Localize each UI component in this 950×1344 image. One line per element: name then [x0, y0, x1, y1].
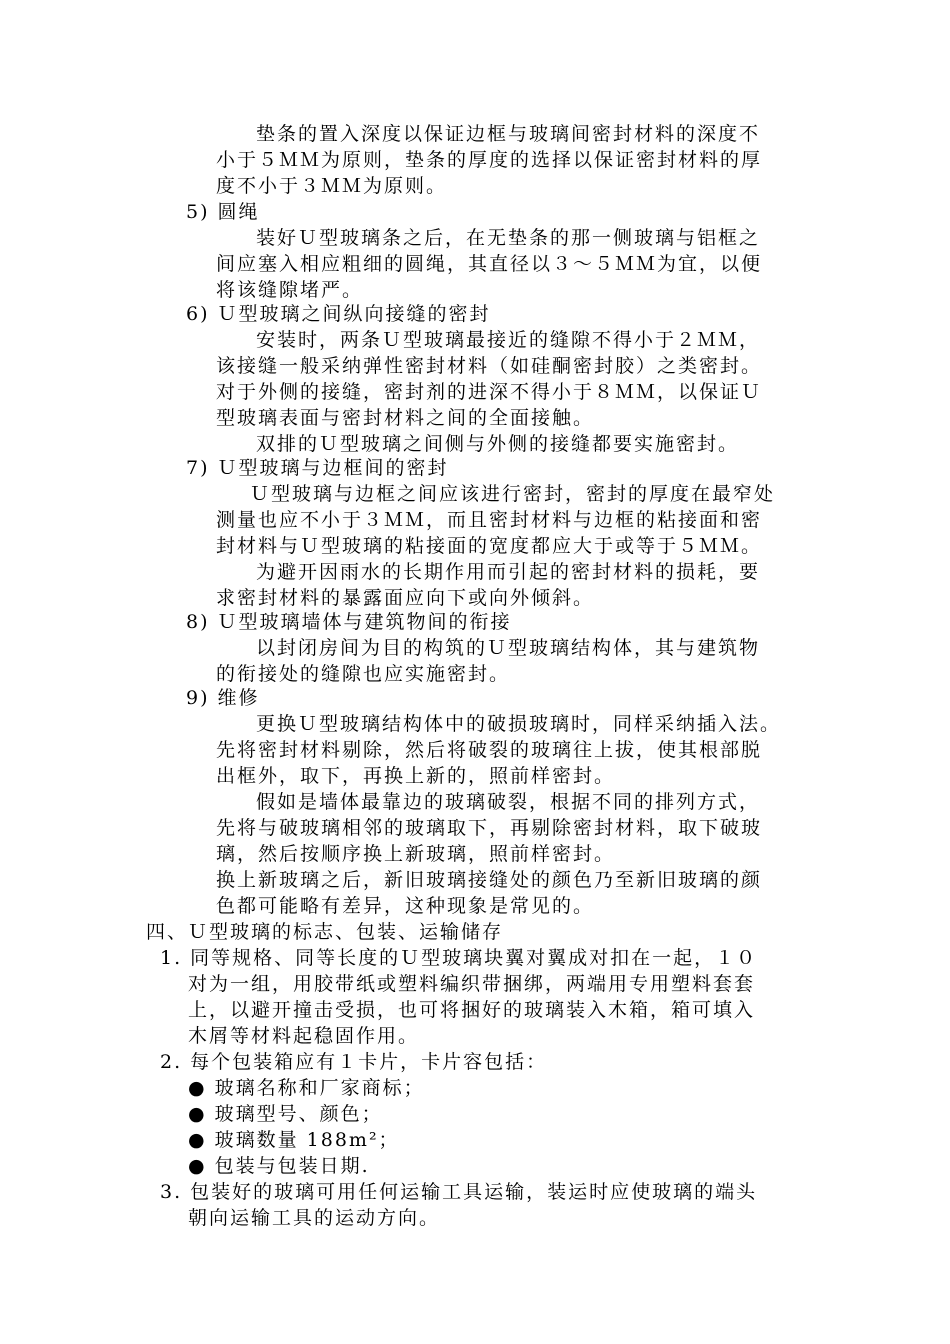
text-line: 假如是墙体最靠边的玻璃破裂，根据不同的排列方式， [256, 791, 761, 813]
subheading: 8) Ｕ型玻璃墙体与建筑物间的衔接 [186, 611, 512, 633]
subheading: 7) Ｕ型玻璃与边框间的密封 [186, 457, 449, 479]
text-line: 封材料与Ｕ型玻璃的粘接面的宽度都应大于或等于５ＭＭ。 [216, 535, 763, 557]
bullet-item: ● 玻璃数量 188m²； [188, 1129, 400, 1151]
text-line: 璃，然后按顺序换上新玻璃，照前样密封。 [216, 843, 616, 865]
subheading: 5) 圆绳 [186, 201, 260, 223]
text-line: 小于５ＭＭ为原则，垫条的厚度的选择以保证密封材料的厚 [216, 149, 763, 171]
numbered-item: 2. 每个包装箱应有１卡片，卡片容包括： [160, 1051, 548, 1073]
text-line: 测量也应不小于３ＭＭ，而且密封材料与边框的粘接面和密 [216, 509, 763, 531]
section-heading: 四、Ｕ型玻璃的标志、包装、运输储存 [146, 921, 504, 943]
text-line: 木屑等材料起稳固作用。 [188, 1025, 420, 1047]
text-line: 以封闭房间为目的构筑的Ｕ型玻璃结构体，其与建筑物 [256, 637, 761, 659]
numbered-item: 3. 包装好的玻璃可用任何运输工具运输，装运时应使玻璃的端头 [160, 1181, 758, 1203]
text-line: 为避开因雨水的长期作用而引起的密封材料的损耗，要 [256, 561, 761, 583]
text-line: 先将密封材料剔除，然后将破裂的玻璃往上拔，使其根部脱 [216, 739, 763, 761]
subheading: 6) Ｕ型玻璃之间纵向接缝的密封 [186, 303, 491, 325]
text-line: 的衔接处的缝隙也应实施密封。 [216, 663, 511, 685]
bullet-item: ● 玻璃型号、颜色； [188, 1103, 383, 1125]
text-line: 色都可能略有差异，这种现象是常见的。 [216, 895, 595, 917]
text-line: Ｕ型玻璃与边框之间应该进行密封，密封的厚度在最窄处 [250, 483, 776, 505]
text-line: 度不小于３ＭＭ为原则。 [216, 175, 448, 197]
text-line: 装好Ｕ型玻璃条之后，在无垫条的那一侧玻璃与铝框之 [256, 227, 761, 249]
text-line: 求密封材料的暴露面应向下或向外倾斜。 [216, 587, 595, 609]
text-line: 双排的Ｕ型玻璃之间侧与外侧的接缝都要实施密封。 [256, 433, 740, 455]
text-line: 该接缝一般采纳弹性密封材料（如硅酮密封胶）之类密封。 [216, 355, 763, 377]
text-line: 对为一组，用胶带纸或塑料编织带捆绑，两端用专用塑料套套 [188, 973, 756, 995]
bullet-item: ● 玻璃名称和厂家商标； [188, 1077, 425, 1099]
text-line: 朝向运输工具的运动方向。 [188, 1207, 441, 1229]
bullet-item: ● 包装与包装日期. [188, 1155, 370, 1177]
text-line: 更换Ｕ型玻璃结构体中的破损玻璃时，同样采纳插入法。 [256, 713, 782, 735]
text-line: 将该缝隙堵严。 [216, 279, 364, 301]
text-line: 换上新玻璃之后，新旧玻璃接缝处的颜色乃至新旧玻璃的颜 [216, 869, 763, 891]
text-line: 对于外侧的接缝，密封剂的进深不得小于８ＭＭ，以保证Ｕ [216, 381, 763, 403]
text-line: 上，以避开撞击受损，也可将捆好的玻璃装入木箱，箱可填入 [188, 999, 756, 1021]
text-line: 型玻璃表面与密封材料之间的全面接触。 [216, 407, 595, 429]
text-line: 出框外，取下，再换上新的，照前样密封。 [216, 765, 616, 787]
numbered-item: 1. 同等规格、同等长度的Ｕ型玻璃块翼对翼成对扣在一起，１０ [160, 947, 758, 969]
text-line: 垫条的置入深度以保证边框与玻璃间密封材料的深度不 [256, 123, 761, 145]
subheading: 9) 维修 [186, 687, 260, 709]
text-line: 间应塞入相应粗细的圆绳，其直径以３～５ＭＭ为宜，以便 [216, 253, 763, 275]
text-line: 安装时，两条Ｕ型玻璃最接近的缝隙不得小于２ＭＭ， [256, 329, 761, 351]
text-line: 先将与破玻璃相邻的玻璃取下，再剔除密封材料，取下破玻 [216, 817, 763, 839]
